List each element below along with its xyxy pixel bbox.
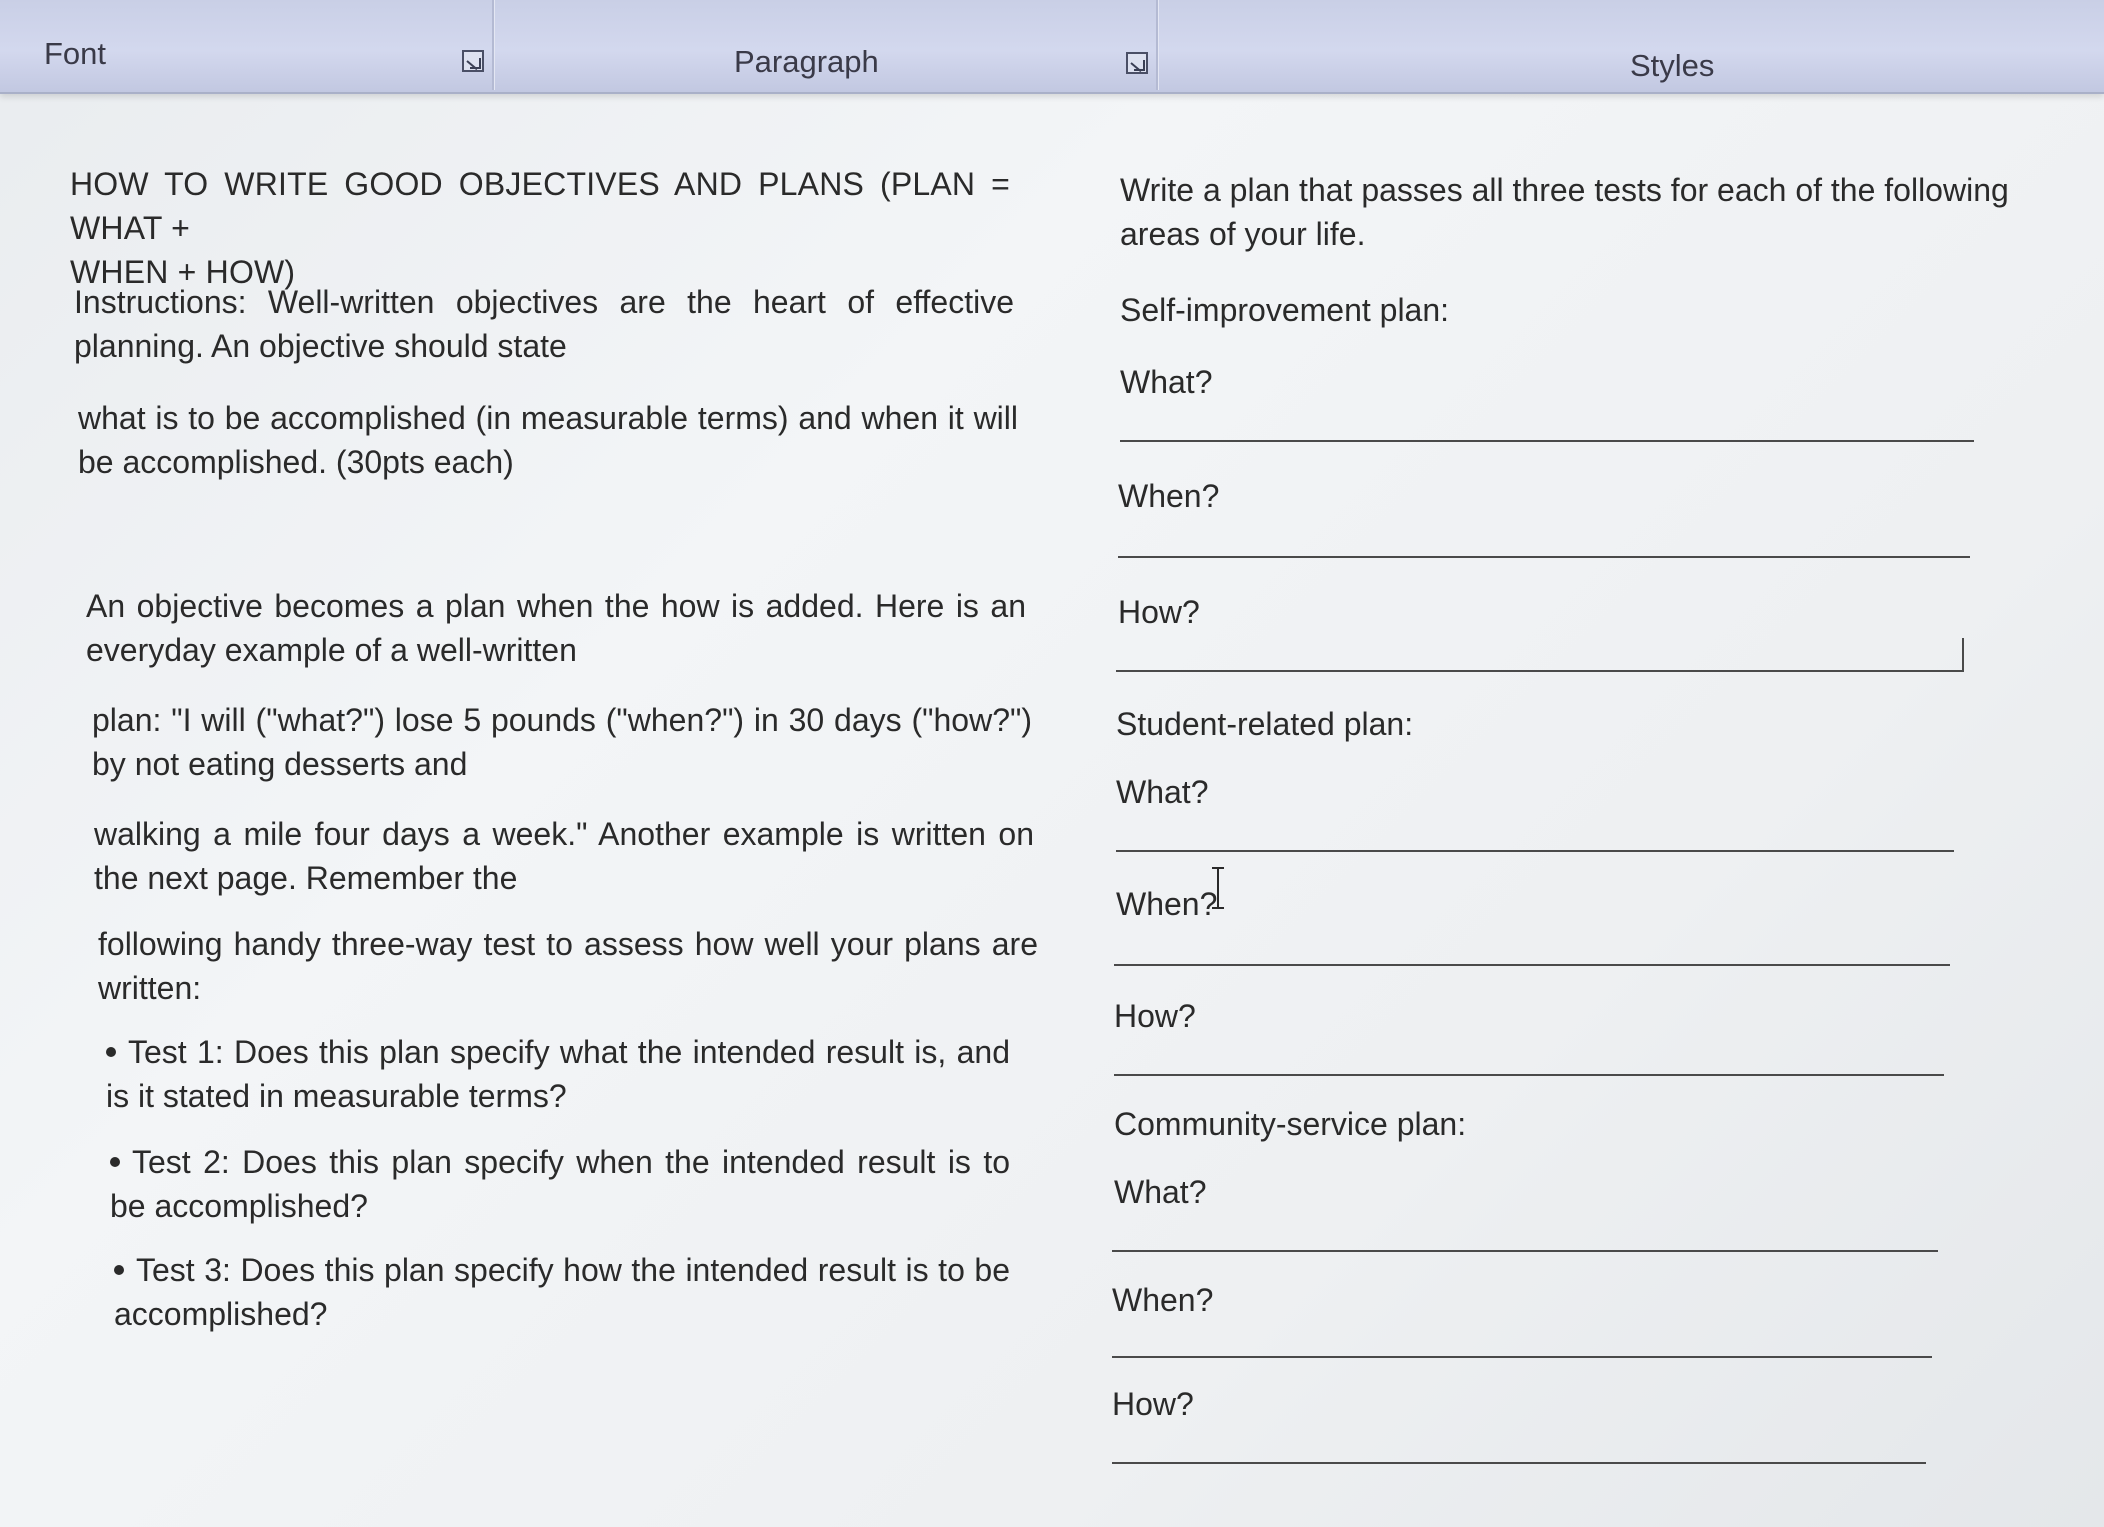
test-2-list-item [110,1140,1010,1228]
instructions-continued-paragraph: what is to be accomplished (in measurable terms) and when it will be accomplished. (30pts each) [78,400,1018,480]
community-service-how-answer-line[interactable] [1112,1462,1926,1464]
document-title-line-2: WHEN + HOW) [70,254,296,290]
plan-example-continued-paragraph: walking a mile four days a week." Another example is written on the next page. Remember the [94,816,1034,896]
test-3-text: Test 3: Does this plan specify how the intended result is to be accomplished? [114,1252,1010,1332]
self-improvement-what-answer-line[interactable] [1120,440,1974,442]
ribbon-group-font-label: Font [44,36,107,71]
self-improvement-when-label: When? [1118,478,1220,514]
document-title [70,162,1010,294]
self-improvement-what-label: What? [1120,364,1213,400]
community-service-what-answer-line[interactable] [1112,1250,1938,1252]
student-related-how-label: How? [1114,998,1196,1034]
community-service-what-label: What? [1114,1174,1207,1210]
ribbon-group-paragraph-label: Paragraph [734,44,879,79]
test-1-list-item [106,1030,1010,1118]
plan-example-paragraph: plan: "I will ("what?") lose 5 pounds ("when?") in 30 days ("how?") by not eating desserts and [92,702,1032,782]
community-service-when-label: When? [1112,1282,1214,1318]
student-related-what-label: What? [1116,774,1209,810]
bullet-icon [110,1157,120,1167]
bullet-icon [114,1265,124,1275]
plan-explanation-paragraph: An objective becomes a plan when the how is added. Here is an everyday example of a well-written [86,588,1026,668]
community-service-when-answer-line[interactable] [1112,1356,1932,1358]
test-3-list-item [114,1248,1010,1336]
ribbon-separator [492,0,494,90]
ribbon-group-bar [0,0,2104,94]
answer-line-end-mark [1962,638,1964,672]
student-related-when-answer-line[interactable] [1114,964,1950,966]
test-1-text: Test 1: Does this plan specify what the intended result is, and is it stated in measurable terms? [106,1034,1010,1114]
ribbon-group-styles-label: Styles [1630,48,1715,83]
worksheet-intro: Write a plan that passes all three tests for each of the following areas of your life. [1120,172,2009,252]
student-related-what-answer-line[interactable] [1116,850,1954,852]
self-improvement-how-label: How? [1118,594,1200,630]
font-dialog-launcher-icon[interactable] [462,50,484,72]
text-cursor-ibeam-icon [1210,866,1226,910]
document-title-line-1: HOW TO WRITE GOOD OBJECTIVES AND PLANS (PLAN = WHAT + [70,166,1010,246]
three-way-test-intro-paragraph: following handy three-way test to assess how well your plans are written: [98,926,1038,1006]
student-related-when-label: When? [1116,886,1218,922]
test-2-text: Test 2: Does this plan specify when the intended result is to be accomplished? [110,1144,1010,1224]
student-related-plan-heading: Student-related plan: [1116,706,1414,742]
self-improvement-when-answer-line[interactable] [1118,556,1970,558]
community-service-how-label: How? [1112,1386,1194,1422]
self-improvement-plan-heading: Self-improvement plan: [1120,292,1450,328]
bullet-icon [106,1047,116,1057]
student-related-how-answer-line[interactable] [1114,1074,1944,1076]
self-improvement-how-answer-line[interactable] [1116,670,1964,672]
instructions-paragraph: Instructions: Well-written objectives are the heart of effective planning. An objective should state [74,284,1014,364]
ribbon-separator [1156,0,1158,90]
community-service-plan-heading: Community-service plan: [1114,1106,1467,1142]
paragraph-dialog-launcher-icon[interactable] [1126,52,1148,74]
